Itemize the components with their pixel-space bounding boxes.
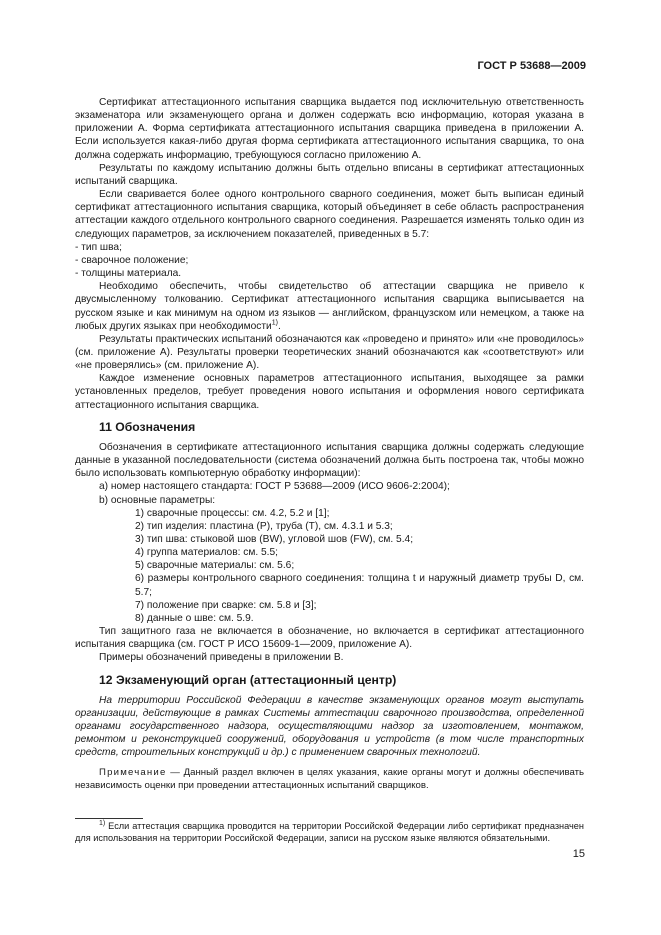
list-item: 7) положение при сварке: см. 5.8 и [3];	[135, 599, 317, 611]
paragraph-certificate: Сертификат аттестационного испытания сварщика выдается под исключительную ответственность экзаменатора или экзаменующего органа и должен содержать всю информацию, которая указана в приложении А. Форма сертификата аттестационного испытания сварщика приведена в приложении А. Если используется какая-либо другая форма сертификата аттестационного испытания сварщика, то она должна содержать информацию, требующуюся согласно приложению А.	[75, 97, 584, 161]
list-item: - толщины материала.	[75, 268, 182, 280]
section-11-subitems	[75, 507, 584, 625]
section-12-title: 12 Экзаменующий орган (аттестационный центр)	[99, 672, 397, 687]
list-item: 3) тип шва: стыковой шов (BW), угловой шов (FW), см. 5.4;	[135, 534, 414, 545]
paragraph-parameter-change: Каждое изменение основных параметров аттестационного испытания, выходящее за рамки установленных пределов, требует проведения нового испытания и оформления нового сертификата аттестационного испытания сварщика.	[75, 373, 584, 411]
section-11-gas-note: Тип защитного газа не включается в обозначение, но включается в сертификат аттестационного испытания сварщика (см. ГОСТ Р ИСО 15609-1—2009, приложение А).	[75, 626, 584, 651]
footnote-text: Если аттестация сварщика проводится на территории Российской Федерации либо сертификат предназначен для использования на территории Российской Федерации, записи на русском языке являются обязательными.	[75, 821, 584, 843]
paragraph-language-text: Необходимо обеспечить, чтобы свидетельство об аттестации сварщика не привело к двусмысленному толкованию. Сертификат аттестационного испытания сварщика выписывается на русском языке и как минимум на одном из языков — английском, французском или немецком, а также на любых других языках при необходимости	[75, 281, 584, 332]
list-item: 6) размеры контрольного сварного соединения: толщина t и наружный диаметр трубы D, см. 5.7;	[135, 573, 584, 598]
section-11-title: 11 Обозначения	[99, 419, 196, 434]
list-item: 2) тип изделия: пластина (P), труба (T), см. 4.3.1 и 5.3;	[135, 520, 393, 532]
paragraph-practical-results: Результаты практических испытаний обозначаются как «проведено и принято» или «не проводилось» (см. приложение А). Результаты проверки теоретических знаний обозначаются как «соответствуют» или «не проверялись» (см. приложение А).	[75, 333, 584, 372]
list-item: 4) группа материалов: см. 5.5;	[135, 547, 279, 559]
paragraph-language	[75, 280, 584, 333]
list-item: - сварочное положение;	[75, 254, 189, 266]
section-11-intro: Обозначения в сертификате аттестационного испытания сварщика должны содержать следующие данные в указанной последовательности (система обозначений должна быть построена так, чтобы можно было использовать компьютерную обработку информации):	[75, 441, 584, 480]
footnote-ref: 1)	[271, 319, 278, 327]
section-11-examples: Примеры обозначений приведены в приложении В.	[99, 652, 344, 664]
document-header: ГОСТ Р 53688—2009	[477, 60, 586, 72]
footnote-marker: 1)	[99, 819, 106, 827]
paragraph-results: Результаты по каждому испытанию должны быть отдельно вписаны в сертификат аттестационных испытаний сварщика.	[75, 162, 584, 187]
paragraph-language-end: .	[277, 320, 281, 332]
footnote	[75, 820, 584, 844]
section-12-paragraph: На территории Российской Федерации в качестве экзаменующих органов могут выступать организации, действующие в рамках Системы аттестации сварочного производства, определенной органами государственного надзора, осуществляющими надзор за изготовлением, монтажом, ремонтом и реконструкцией сооружений, оборудования и устройств (в том числе транспортных средств, строительных конструкций и др.) с применением сварочных технологий.	[75, 694, 584, 759]
section-11-item-a: а) номер настоящего стандарта: ГОСТ Р 53688—2009 (ИСО 9606-2:2004);	[99, 481, 450, 493]
footnote-divider	[75, 818, 143, 819]
list-item: 8) данные о шве: см. 5.9.	[135, 612, 254, 624]
paragraph-multiple-joints: Если сваривается более одного контрольного сварного соединения, может быть выписан единый сертификат аттестационного испытания сварщика, который объединяет в себе область распространения аттестации каждого отдельного контрольного сварного соединения. Разрешается изменять только один из следующих параметров, за исключением показателей, приведенных в 5.7:	[75, 189, 584, 240]
page-number: 15	[572, 848, 585, 860]
list-item: 5) сварочные материалы: см. 5.6;	[135, 560, 295, 572]
main-content	[75, 96, 584, 792]
list-item: 1) сварочные процессы: см. 4.2, 5.2 и [1];	[135, 507, 330, 519]
note-label: Примечание	[99, 766, 167, 778]
list-item: - тип шва;	[75, 241, 122, 253]
section-11-item-b: b) основные параметры:	[99, 494, 216, 506]
section-12-note	[75, 766, 584, 792]
note-text: — Данный раздел включен в целях указания, какие органы могут и должны обеспечивать независимость оценки при проведении аттестационных испытаний сварщиков.	[75, 766, 584, 791]
